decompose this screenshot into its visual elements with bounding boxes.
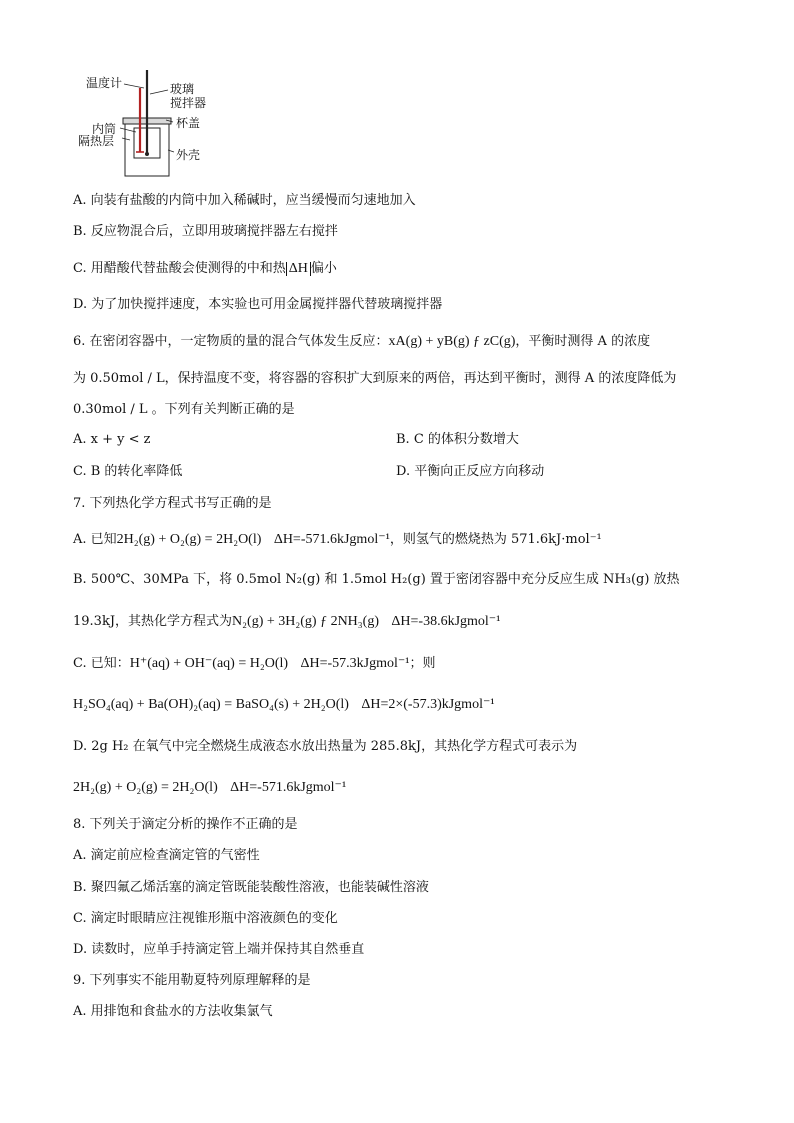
q8-option-a: A. 滴定前应检查滴定管的气密性	[73, 848, 260, 863]
q7-option-c-text: C. 已知：	[73, 656, 130, 671]
q7-option-b-line1: B. 500℃、30MPa 下，将 0.5mol N₂(g) 和 1.5mol H₂(g) 置于密闭容器中充分反应生成 NH₃(g) 放热	[73, 572, 680, 587]
q9-stem: 9. 下列事实不能用勒夏特列原理解释的是	[73, 973, 311, 988]
label-thermometer: 温度计	[86, 76, 123, 90]
q5-option-a: A. 向装有盐酸的内筒中加入稀碱时，应当缓慢而匀速地加入	[73, 193, 416, 208]
q7-option-c-dh-2: ΔH=2×(-57.3)kJgmol⁻¹	[361, 697, 495, 712]
q8-option-b: B. 聚四氟乙烯活塞的滴定管既能装酸性溶液，也能装碱性溶液	[73, 880, 429, 895]
q7-option-c-line2	[73, 695, 495, 715]
q7-option-c-dh: ΔH=-57.3kJgmol⁻¹	[300, 656, 410, 671]
q7-option-a-text: A. 已知	[73, 532, 117, 547]
q7-option-a-equation: 2H₂(g) + O₂(g) = 2H₂O(l)	[116, 532, 262, 547]
q6-stem-line1	[73, 332, 650, 352]
q6-stem-tail: ，平衡时测得 A 的浓度	[515, 334, 651, 349]
q7-option-b-text: 19.3kJ，其热化学方程式为	[73, 614, 233, 629]
q9-option-a: A. 用排饱和食盐水的方法收集氯气	[73, 1004, 273, 1019]
q8-option-d: D. 读数时，应单手持滴定管上端并保持其自然垂直	[73, 942, 365, 957]
label-inner-cup: 内筒	[92, 122, 117, 136]
q7-option-a	[73, 530, 602, 550]
q6-option-c: C. B 的转化率降低	[73, 464, 183, 479]
q7-option-d-dh: ΔH=-571.6kJgmol⁻¹	[230, 780, 347, 795]
label-glass-stirrer-2: 搅拌器	[170, 96, 207, 110]
q7-option-a-dh: ΔH=-571.6kJgmol⁻¹	[273, 532, 390, 547]
q6-stem-line3: 0.30mol / L 。下列有关判断正确的是	[73, 402, 295, 417]
label-lid: 杯盖	[176, 116, 201, 130]
q6-option-a: A. x + y < z	[73, 432, 151, 447]
q5-option-c-abs-dh: ΔH	[286, 262, 311, 276]
q7-option-d-line2	[73, 778, 346, 798]
q7-option-d-line1: D. 2g H₂ 在氧气中完全燃烧生成液态水放出热量为 285.8kJ，其热化学方程式可表示为	[73, 739, 578, 754]
q7-option-b-equation: N₂(g) + 3H₂(g) ƒ 2NH₃(g)	[232, 614, 379, 629]
q6-stem-text: 6. 在密闭容器中，一定物质的量的混合气体发生反应：	[73, 334, 389, 349]
q7-option-d-equation: 2H₂(g) + O₂(g) = 2H₂O(l)	[73, 780, 218, 795]
q7-option-a-tail: ，则氢气的燃烧热为 571.6kJ·mol⁻¹	[389, 532, 602, 547]
q5-option-c-tail: 偏小	[310, 261, 337, 276]
q7-option-c-line1	[73, 654, 435, 674]
label-glass-stirrer-1: 玻璃	[170, 82, 195, 96]
q7-option-b-dh: ΔH=-38.6kJgmol⁻¹	[391, 614, 501, 629]
q6-equation: xA(g) + yB(g) ƒ zC(g)	[388, 334, 516, 349]
q5-option-c-text: C. 用醋酸代替盐酸会使测得的中和热	[73, 261, 286, 276]
q7-option-c-equation: H⁺(aq) + OH⁻(aq) = H₂O(l)	[129, 656, 289, 671]
q5-option-d: D. 为了加快搅拌速度，本实验也可用金属搅拌器代替玻璃搅拌器	[73, 297, 443, 312]
label-insulation: 隔热层	[78, 134, 115, 148]
label-outer-shell: 外壳	[176, 148, 201, 162]
q6-stem-line2: 为 0.50mol / L，保持温度不变，将容器的容积扩大到原来的两倍，再达到平衡时，测得 A 的浓度降低为	[73, 371, 677, 386]
q6-option-b: B. C 的体积分数增大	[396, 432, 519, 447]
q7-option-b-line2	[73, 612, 500, 632]
q5-option-b: B. 反应物混合后，立即用玻璃搅拌器左右搅拌	[73, 224, 338, 239]
q7-stem: 7. 下列热化学方程式书写正确的是	[73, 496, 272, 511]
q5-option-c	[73, 259, 337, 279]
q7-option-c-tail: ；则	[409, 656, 436, 671]
calorimeter-figure	[74, 68, 224, 180]
q8-option-c: C. 滴定时眼睛应注视锥形瓶中溶液颜色的变化	[73, 911, 338, 926]
q7-option-c-equation-2: H₂SO₄(aq) + Ba(OH)₂(aq) = BaSO₄(s) + 2H₂O(l)	[73, 697, 349, 712]
q6-option-d: D. 平衡向正反应方向移动	[396, 464, 545, 479]
q8-stem: 8. 下列关于滴定分析的操作不正确的是	[73, 817, 298, 832]
